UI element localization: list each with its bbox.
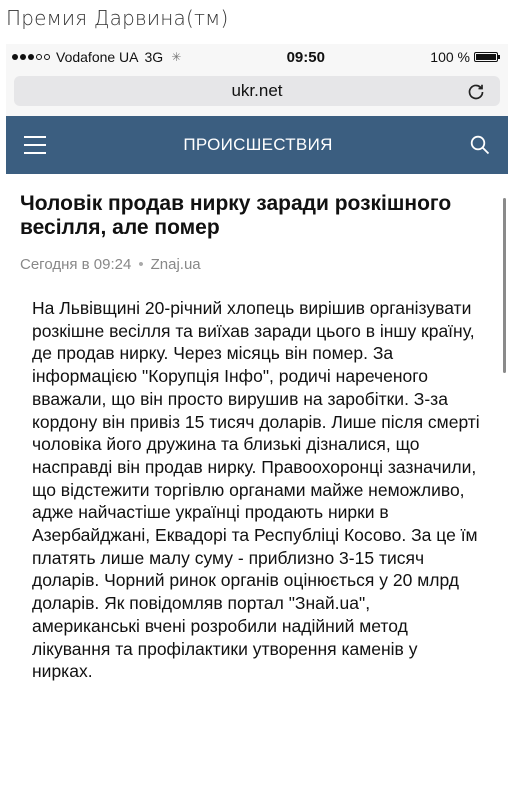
section-title: ПРОИСШЕСТВИЯ bbox=[183, 135, 333, 154]
phone-screen bbox=[6, 44, 508, 792]
browser-toolbar bbox=[6, 70, 508, 116]
article-source[interactable]: Znaj.ua bbox=[150, 256, 201, 273]
site-navbar bbox=[6, 116, 508, 174]
article-body: На Львівщині 20-річний хлопець вирішив організувати розкішне весілля та виїхав заради цього в іншу країну, де продав нирку. Через місяць він помер. За інформацією "Корупція Інфо", родичі нареченого вважали, що він просто вирушив на заробітки. З-за кордону він привіз 15 тисяч доларів. Лише після смерті чоловіка його дружина та близькі дізналися, що насправді він продав нирку. Правоохоронці зазначили, що відстежити торгівлю органами майже неможливо, адже найчастіше українці продають нирки в Азербайджані, Еквадорі та Республіці Косово. За це їм платять лише малу суму - приблизно 3-15 тисяч доларів. Чорний ринок органів оцінюється у 20 млрд доларів. Як повідомляв портал "Знай.ua", американські вчені розробили надійний метод лікування та профілактики утворення каменів у нирках. bbox=[32, 298, 480, 682]
meta-separator: • bbox=[138, 256, 144, 273]
status-left bbox=[12, 49, 181, 65]
article-headline[interactable]: Чоловік продав нирку заради розкішного весілля, але помер bbox=[20, 192, 452, 239]
address-bar[interactable] bbox=[14, 76, 500, 106]
menu-icon[interactable] bbox=[24, 136, 46, 154]
reload-icon[interactable] bbox=[466, 81, 486, 101]
article-date: Сегодня в 09:24 bbox=[20, 256, 132, 273]
loading-icon: ✳ bbox=[171, 50, 182, 64]
battery-percent: 100 % bbox=[430, 49, 470, 65]
status-bar bbox=[6, 44, 508, 70]
carrier-label: Vodafone UA bbox=[56, 49, 139, 65]
network-label: 3G bbox=[144, 49, 164, 65]
article bbox=[6, 174, 508, 683]
meme-caption: Премия Дарвина(тм) bbox=[6, 6, 229, 30]
url-text: ukr.net bbox=[231, 81, 283, 100]
article-meta bbox=[20, 256, 490, 273]
status-time: 09:50 bbox=[286, 48, 325, 66]
signal-icon bbox=[12, 54, 50, 60]
status-right bbox=[430, 49, 498, 65]
scrollbar[interactable] bbox=[503, 198, 506, 373]
battery-icon bbox=[474, 52, 498, 62]
search-icon[interactable] bbox=[470, 135, 490, 155]
